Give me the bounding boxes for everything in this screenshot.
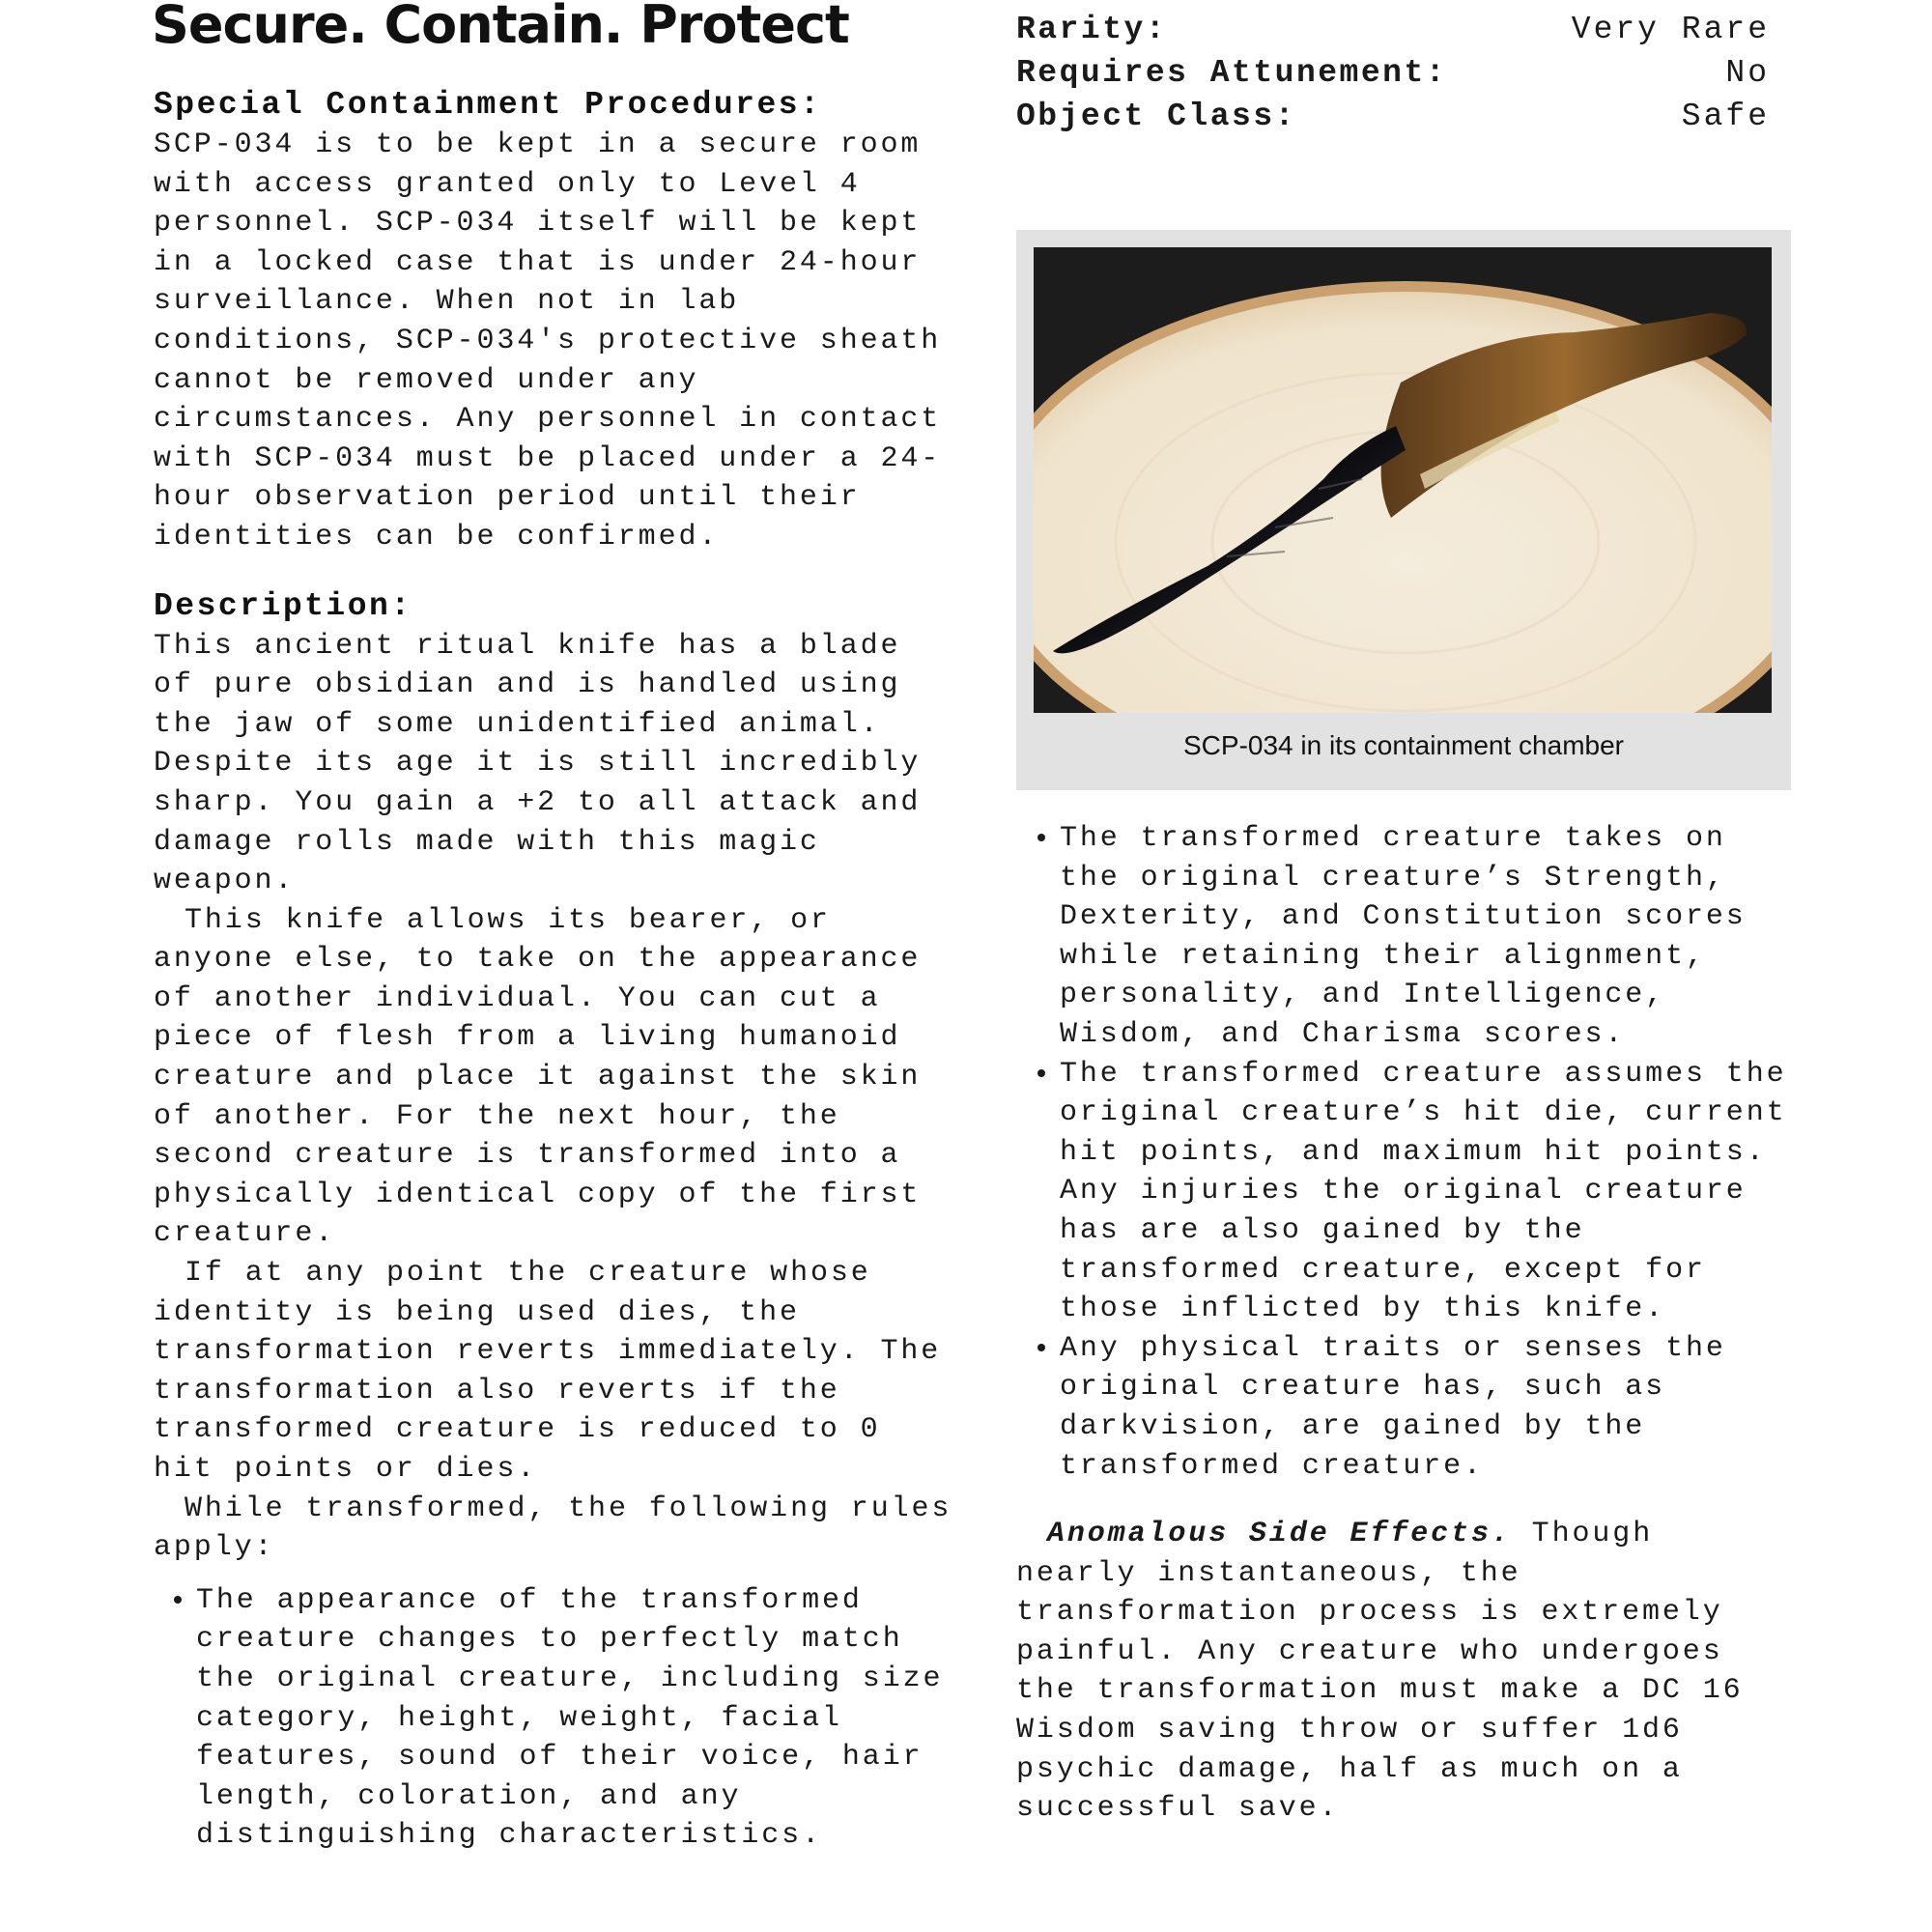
- side-effects-text: Though nearly instantaneous, the transformation process is extremely painful. Any creature who undergoes the transformation must make a DC 16 Wisdom saving throw or suffer 1d6 psychic damage, half as much on a successful save.: [1016, 1518, 1764, 1826]
- object-class-label: Object Class:: [1016, 99, 1296, 134]
- knife-photo: [1034, 247, 1772, 713]
- figure-caption: SCP-034 in its containment chamber: [1183, 730, 1624, 760]
- object-class-value: Safe: [1681, 99, 1770, 134]
- stat-row-attunement: [1016, 51, 1770, 95]
- description-paragraph-3: If at any point the creature whose identity is being used dies, the transformation reverts immediately. The transformation also reverts if the transformed creature is reduced to 0 hit points or dies.: [154, 1257, 962, 1486]
- figure: [1016, 230, 1791, 790]
- right-body: [1016, 819, 1789, 1829]
- side-effects-title: Anomalous Side Effects.: [1047, 1518, 1512, 1551]
- rarity-value: Very Rare: [1571, 12, 1770, 47]
- list-item: • The appearance of the transformed creature changes to perfectly match the original creature, including size category, height, weight, facial features, sound of their voice, hair length, coloration, and any distinguishing characteristics.: [196, 1581, 955, 1856]
- list-item: • Any physical traits or senses the original creature has, such as darkvision, are gained by the transformed creature.: [1060, 1329, 1789, 1486]
- attunement-value: No: [1725, 55, 1770, 91]
- left-column: [154, 85, 973, 1856]
- item-stats: [1016, 8, 1770, 138]
- rarity-label: Rarity:: [1016, 12, 1168, 47]
- list-item: • The transformed creature takes on the original creature’s Strength, Dexterity, and Constitution scores while retaining their alignment, personality, and Intelligence, Wisdom, and Charisma scores.: [1060, 819, 1789, 1055]
- description-paragraph-1: This ancient ritual knife has a blade of pure obsidian and is handled using the jaw of some unidentified animal. Despite its age it is still incredibly sharp. You gain a +2 to all attack and damage rolls made with this magic weapon.: [154, 629, 942, 898]
- description-paragraph-4: While transformed, the following rules apply:: [154, 1492, 973, 1565]
- list-item: • The transformed creature assumes the original creature’s hit die, current hit points, and maximum hit points. Any injuries the original creature has are also gained by the transformed creature, except for those inflicted by this knife.: [1060, 1055, 1789, 1329]
- containment-text: SCP-034 is to be kept in a secure room with access granted only to Level 4 personnel. SCP-034 itself will be kept in a locked case that is under 24-hour surveillance. When not in lab conditions, SCP-034's protective sheath cannot be removed under any circumstances. Any personnel in contact with SCP-034 must be placed under a 24-hour observation period until their identities can be confirmed.: [154, 128, 962, 554]
- stat-row-object-class: [1016, 95, 1770, 138]
- containment-heading: Special Containment Procedures:: [154, 87, 822, 123]
- page-title: Secure. Contain. Protect: [152, 0, 849, 55]
- side-effects-paragraph: [1016, 1515, 1789, 1829]
- transformation-rules-list-left: [154, 1581, 955, 1856]
- stat-row-rarity: [1016, 8, 1770, 51]
- description-heading: Description:: [154, 587, 412, 624]
- attunement-label: Requires Attunement:: [1016, 55, 1448, 91]
- description-paragraph-2: This knife allows its bearer, or anyone else, to take on the appearance of another individual. You can cut a piece of flesh from a living humanoid creature and place it against the skin of another. For the next hour, the second creature is transformed into a physically identical copy of the first creature.: [154, 903, 942, 1251]
- transformation-rules-list-right: [1016, 819, 1789, 1486]
